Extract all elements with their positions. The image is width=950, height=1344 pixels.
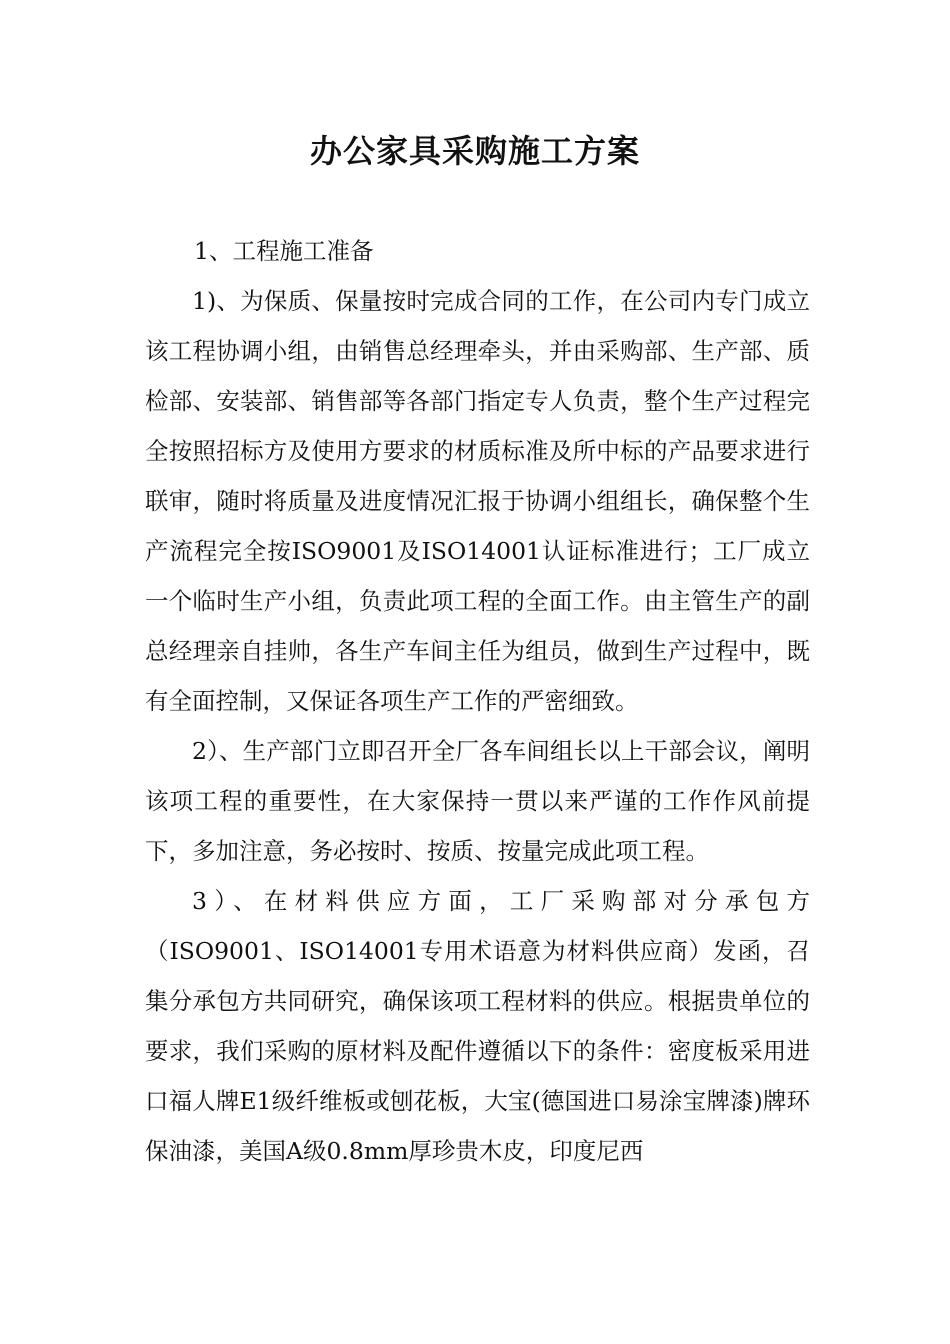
paragraph-3: 3）、在材料供应方面，工厂采购部对分承包方（ISO9001、ISO14001专用术语意为材料供应商）发函，召集分承包方共同研究，确保该项工程材料的供应。根据贵单位的要求，我们采购的原材料及配件遵循以下的条件：密度板采用进口福人牌E1级纤维板或刨花板，大宝(德国进口易涂宝牌漆)牌环保油漆，美国A级0.8mm厚珍贵木皮，印度尼西 — [145, 887, 810, 1165]
section-heading: 1、工程施工准备 — [194, 237, 374, 265]
document-body — [145, 276, 810, 1176]
document-title: 办公家具采购施工方案 — [309, 132, 640, 170]
paragraph-1: 1)、为保质、保量按时完成合同的工作，在公司内专门成立该工程协调小组，由销售总经理牵头，并由采购部、生产部、质检部、安装部、销售部等各部门指定专人负责，整个生产过程完全按照招标方及使用方要求的材质标准及所中标的产品要求进行联审，随时将质量及进度情况汇报于协调小组组长，确保整个生产流程完全按ISO9001及ISO14001认证标准进行；工厂成立一个临时生产小组，负责此项工程的全面工作。由主管生产的副总经理亲自挂帅，各生产车间主任为组员，做到生产过程中，既有全面控制，又保证各项生产工作的严密细致。 — [145, 287, 810, 715]
paragraph-2: 2）、生产部门立即召开全厂各车间组长以上干部会议，阐明该项工程的重要性，在大家保持一贯以来严谨的工作作风前提下，多加注意，务必按时、按质、按量完成此项工程。 — [145, 737, 810, 865]
